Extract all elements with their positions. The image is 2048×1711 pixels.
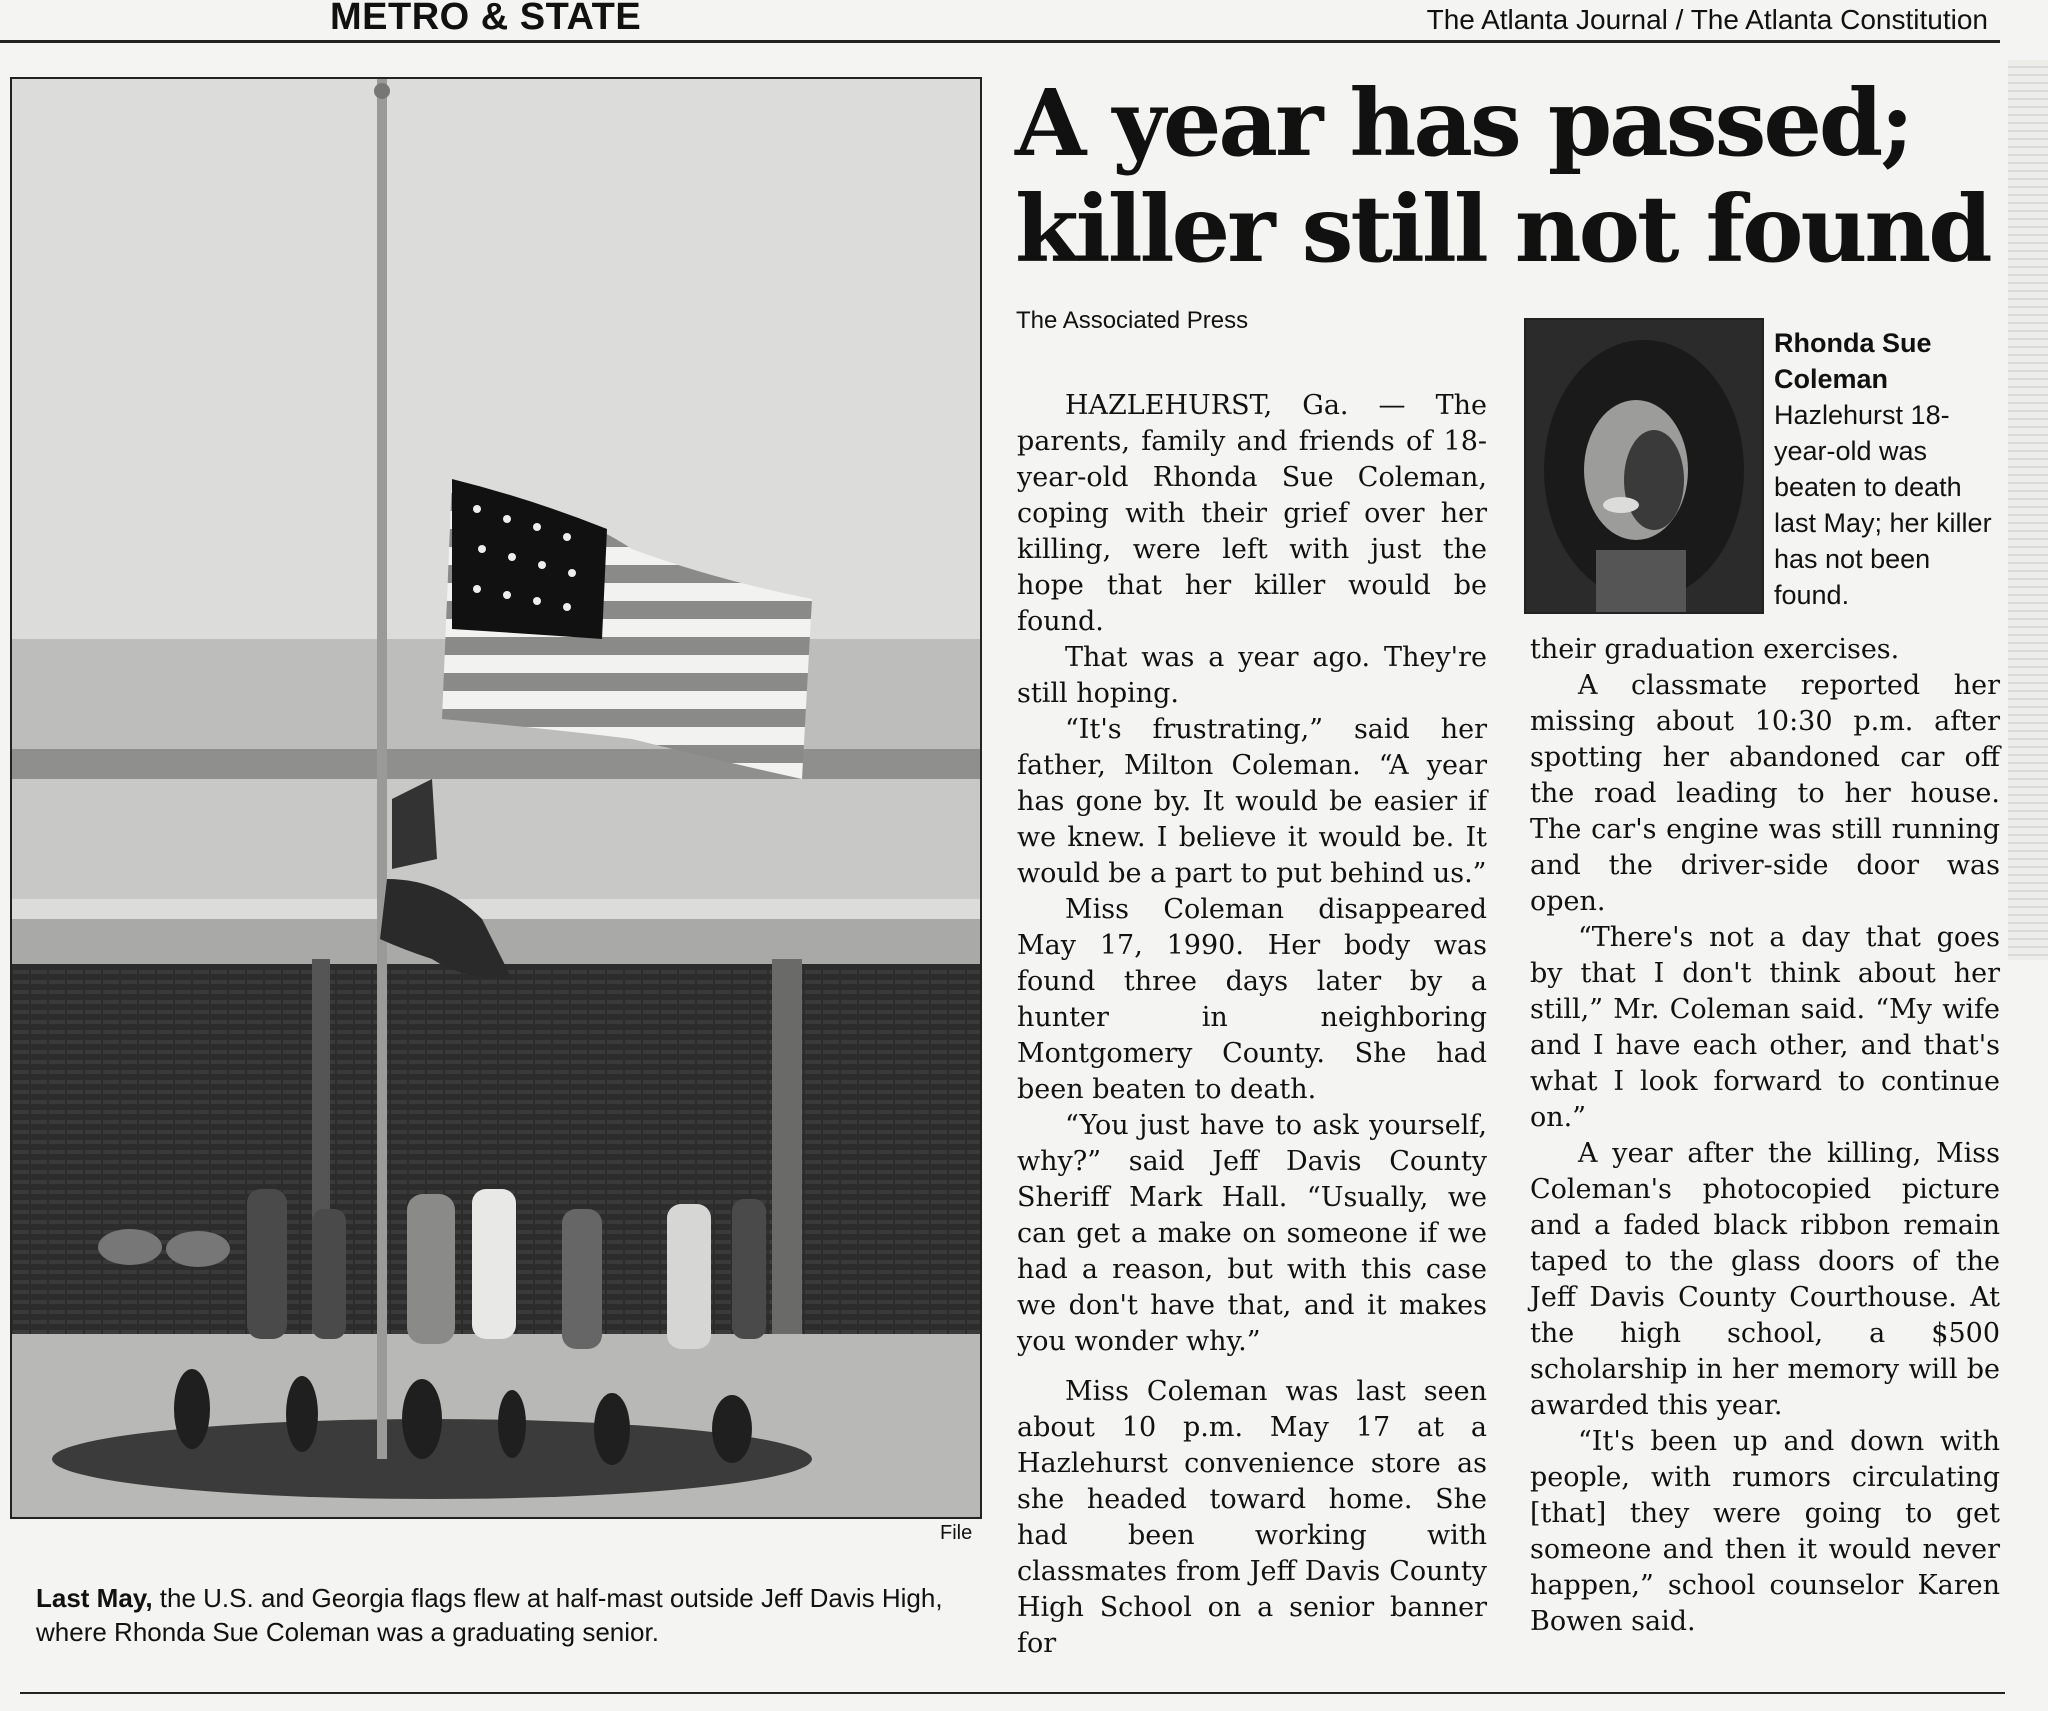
paragraph: That was a year ago. They're still hoping.	[1017, 642, 1487, 709]
school-flag-photo	[10, 77, 982, 1519]
byline: The Associated Press	[1016, 307, 1249, 334]
headline-line-2: killer still not found	[1015, 175, 1990, 283]
newspaper-name: The Atlanta Journal / The Atlanta Constitution	[1426, 4, 1988, 35]
caption-lead: Last May,	[36, 1583, 153, 1613]
headline-line-1: A year has passed;	[1015, 69, 1912, 177]
paragraph: Miss Coleman disappeared May 17, 1990. Her body was found three days later by a hunter in neighboring Montgomery County. She had been beaten to death.	[1017, 894, 1487, 1105]
portrait-name: Rhonda Sue Coleman	[1774, 328, 1932, 394]
paragraph: “It's been up and down with people, with rumors circulating [that] they were going to get someone and then it would never happen,” school counselor Karen Bowen said.	[1530, 1426, 2000, 1637]
paragraph: “There's not a day that goes by that I don't think about her still,” Mr. Coleman said. “My wife and I have each other, and that's what I look forward to continue on.”	[1530, 922, 2000, 1133]
footer-rule	[20, 1692, 2005, 1694]
portrait-description: Hazlehurst 18-year-old was beaten to death last May; her killer has not been found.	[1774, 400, 1992, 610]
photo-illustration	[12, 79, 980, 1517]
paragraph: “It's frustrating,” said her father, Milton Coleman. “A year has gone by. It would be easier if we knew. I believe it would be. It would be a part to put behind us.”	[1017, 714, 1487, 889]
article-column-1	[1017, 374, 1487, 1662]
article-column-2	[1530, 632, 2000, 1640]
paragraph: “You just have to ask yourself, why?” said Jeff Davis County Sheriff Mark Hall. “Usually, we can get a make on someone if we had a reason, but with this case we don't have that, and it makes you wonder why.”	[1017, 1110, 1487, 1357]
section-name: METRO & STATE	[330, 0, 642, 38]
paragraph: their graduation exercises.	[1530, 634, 1900, 665]
portrait-illustration	[1526, 320, 1762, 612]
paragraph: A classmate reported her missing about 10:30 p.m. after spotting her abandoned car off the road leading to her house. The car's engine was still running and the driver-side door was open.	[1530, 670, 2000, 917]
page-edge-texture	[2008, 60, 2048, 960]
headline	[1015, 70, 2005, 282]
paragraph: A year after the killing, Miss Coleman's photocopied picture and a faded black ribbon remain taped to the glass doors of the Jeff Davis County Courthouse. At the high school, a $500 scholarship in her memory will be awarded this year.	[1530, 1138, 2000, 1421]
paragraph: Miss Coleman was last seen about 10 p.m. May 17 at a Hazlehurst convenience store as she headed toward home. She had been working with classmates from Jeff Davis County High School on a senior banner for	[1017, 1376, 1487, 1659]
rhonda-coleman-portrait	[1524, 318, 1764, 614]
photo-caption	[36, 1581, 966, 1649]
header-rule	[0, 40, 2000, 43]
photo-credit: File	[940, 1522, 973, 1544]
caption-text: the U.S. and Georgia flags flew at half-mast outside Jeff Davis High, where Rhonda Sue Coleman was a graduating senior.	[36, 1583, 943, 1647]
paragraph: HAZLEHURST, Ga. — The parents, family and friends of 18-year-old Rhonda Sue Coleman, coping with their grief over her killing, were left with just the hope that her killer would be found.	[1017, 390, 1487, 637]
portrait-caption	[1774, 325, 1999, 613]
